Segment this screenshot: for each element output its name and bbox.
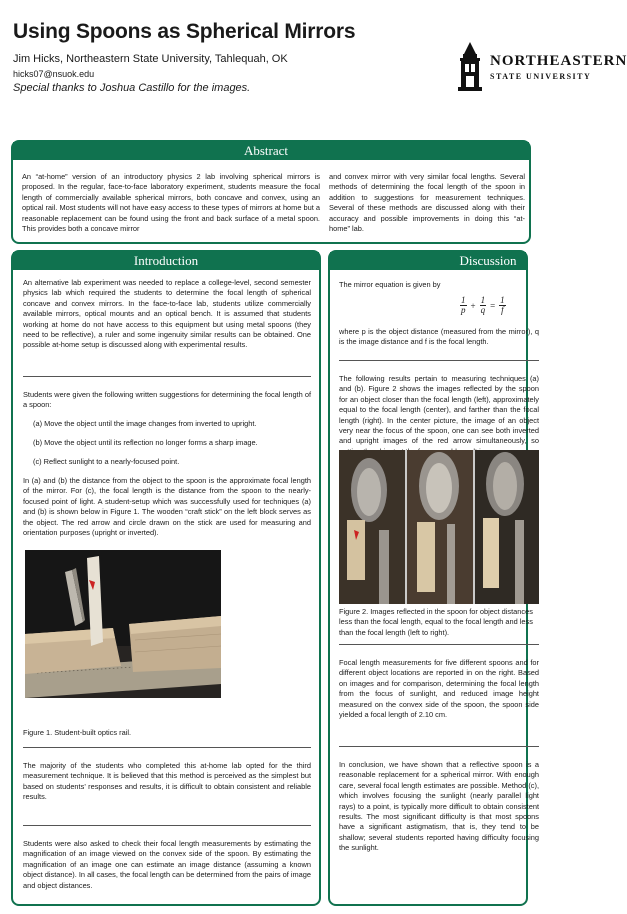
tower-icon <box>455 40 485 94</box>
acknowledgement: Special thanks to Joshua Castillo for the images. <box>13 82 251 94</box>
discussion-panel <box>328 250 539 906</box>
abstract-panel <box>11 140 531 244</box>
abstract-heading: Abstract <box>13 142 529 160</box>
logo-text: NORTHEASTERN <box>490 53 627 69</box>
divider <box>23 747 311 748</box>
figure-2-image <box>339 450 539 604</box>
abstract-text-col1: An “at-home” version of an introductory physics 2 lab involving spherical mirrors is proposed. In the regular, face-to-face laboratory experiment, students measure the focal length of commercially available spherical mirrors, both concave and convex, using an optical rail. Most students will not have easy access to these types of mirrors at home but a reasonable replacement can be found using the front and back surface of a metal spoon. This provides both a concave mirror <box>22 172 320 234</box>
discussion-paragraph-1: The mirror equation is given by <box>339 280 441 289</box>
discussion-paragraph-4: Focal length measurements for five different spoons and for different object locations are reported in on the right. Based on images and for comparison, determining the focal length from the focus of sunlight, and reduced image height measured on the convex side of the spoon, the spoon side yielded a focal length of 2.10 cm. <box>339 658 539 720</box>
abstract-text-col2: and convex mirror with very similar focal lengths. Several methods of determining the focal length of the spoon in addition to suggestions for measurement techniques. Several of these methods are discussed along with their accuracy and possible improvements in doing this “at-home” lab. <box>329 172 525 234</box>
divider <box>23 825 311 826</box>
list-item: (b) Move the object until its reflection no longer forms a sharp image. <box>33 438 258 447</box>
intro-paragraph-2: Students were given the following written suggestions for determining the focal length of a spoon: <box>23 390 311 410</box>
introduction-heading: Introduction <box>13 252 319 270</box>
discussion-paragraph-5: In conclusion, we have shown that a reflective spoon is a reasonable replacement for a spherical mirror. With enough care, several focal length estimates are possible. Method (c), which involves focusing the sunlight (nearly parallel light rays) to a point, is typically more difficult to obtain consistent results. The most significant difficulty is that most spoons have a significant astigmatism, that is, they tend to be shallow; several students reported having difficulty focusing the sunlight. <box>339 760 539 853</box>
discussion-paragraph-3: The following results pertain to measuring techniques (a) and (b). Figure 2 shows the images reflected by the spoon for an object closer than the focal length (left), approximately equal to the focal length (center), and farther than the focal length (right). In the center picture, the image of an object very near the focus of the spoon, one can see both inverted and upright images of the red arrow simultaneously, so <box>339 374 539 446</box>
mirror-equation: $\frac{1}{p}$ + $\frac{1}{q}$ = $\frac{1}{f}$ <box>461 295 505 315</box>
list-item: (a) Move the object until the image changes from inverted to upright. <box>33 419 257 428</box>
discussion-heading: Discussion <box>330 252 526 270</box>
list-item: (c) Reflect sunlight to a nearly-focused point. <box>33 457 180 466</box>
divider <box>339 746 539 747</box>
discussion-paragraph-2: where p is the object distance (measured from the mirror), q is the image distance and f is the focal length. <box>339 327 539 347</box>
logo-subtext: STATE UNIVERSITY <box>490 72 592 81</box>
divider <box>23 376 311 377</box>
authors-line: Jim Hicks, Northeastern State University, Tahlequah, OK <box>13 53 288 65</box>
intro-paragraph-5: Students were also asked to check their focal length measurements by estimating the magnification of an image viewed on the convex side of the spoon. By estimating the magnification of an image one can estimate an image distance (assuming a known object distance). In all cases, the focal length can be determined from the pairs of image and object distances. <box>23 839 311 890</box>
author-email: hicks07@nsuok.edu <box>13 69 95 79</box>
introduction-panel <box>11 250 321 906</box>
university-logo <box>455 40 627 94</box>
figure-1-image <box>25 550 221 698</box>
figure-1-caption: Figure 1. Student-built optics rail. <box>23 728 132 737</box>
divider <box>339 644 539 645</box>
figure-2-caption: Figure 2. Images reflected in the spoon for object distances less than the focal length, equal to the focal length and less than the focal length (left to right). <box>339 607 533 637</box>
poster-title: Using Spoons as Spherical Mirrors <box>13 20 356 43</box>
intro-paragraph-4: The majority of the students who completed this at-home lab opted for the third measurement technique. It is believed that this method is perceived as the simplest but based on students’ responses and results, it is difficult to obtain consistent and reliable results. <box>23 761 311 802</box>
intro-paragraph-1: An alternative lab experiment was needed to replace a college-level, second semester physics lab which required the students to determine the focal length of spherical concave and convex mirrors. In the face-to-face lab, students utilize commercially available mirrors, optical mounts and an optical bench. It is assumed that students working at home do not have access to this equipment but using metal spoons (they need to be reflective), a ruler and some ingenuity similar results can be obtained. One possible at-home setup is discussed along with experimental results. <box>23 278 311 350</box>
divider <box>339 360 539 361</box>
intro-paragraph-3: In (a) and (b) the distance from the object to the spoon is the approximate focal length of the mirror. For (c), the focal length is the distance from the spoon to the nearly-focused point of light. A student-setup which was successfully used for techniques (a) and (b) is shown below in Figure 1. The wooden “craft stick” on the left block serves as the object. The red arrow and circle drawn on the stick are used for measuring and orientation purposes (upright or inverted). <box>23 476 311 538</box>
